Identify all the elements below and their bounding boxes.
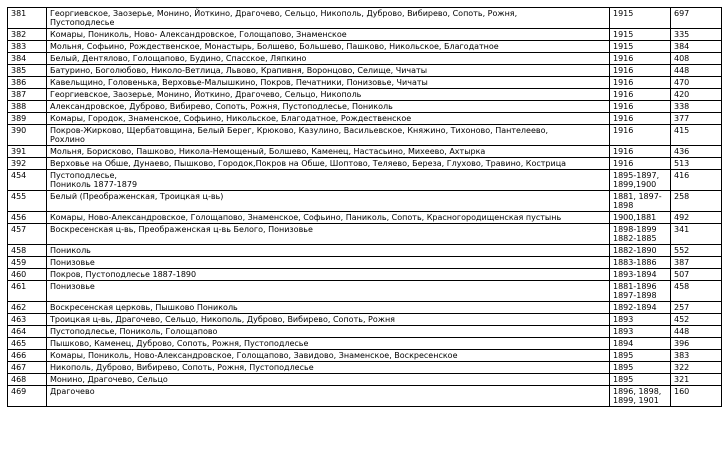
places-line: Георгиевское, Заозерье, Монино, Йоткино, Драгочево, Сельцо, Никополь <box>50 90 362 99</box>
record-number: 454 <box>8 170 47 191</box>
count-cell: 416 <box>671 170 722 191</box>
years-line: 1893 <box>613 327 634 336</box>
years-line: 1915 <box>613 42 634 51</box>
table-body <box>8 8 722 407</box>
count-cell: 338 <box>671 101 722 113</box>
table-row <box>8 191 722 212</box>
places-line: Никополь, Дуброво, Вибирево, Сопоть, Рожня, Пустоподлесье <box>50 363 314 372</box>
years-cell <box>610 41 671 53</box>
places-line: Мольня, Софьино, Рождественское, Монастырь, Болшево, Большево, Пашково, Никольское, Благодатное <box>50 42 499 51</box>
table-row <box>8 212 722 224</box>
record-number: 392 <box>8 158 47 170</box>
table-row <box>8 326 722 338</box>
count-cell: 420 <box>671 89 722 101</box>
record-number: 467 <box>8 362 47 374</box>
table-row <box>8 257 722 269</box>
table-row <box>8 29 722 41</box>
places-line: Комары, Городок, Знаменское, Софьино, Никольское, Благодатное, Рождественское <box>50 114 412 123</box>
places-line: Георгиевское, Заозерье, Монино, Йоткино, Драгочево, Сельцо, Никополь, Дуброво, Вибирево, Сопоть, Рожня, <box>50 9 518 18</box>
count-cell: 415 <box>671 125 722 146</box>
places-line: Пустоподлесье, <box>50 171 117 180</box>
count-cell: 384 <box>671 41 722 53</box>
years-cell <box>610 374 671 386</box>
record-number: 466 <box>8 350 47 362</box>
places-line: Драгочево <box>50 387 95 396</box>
years-line: 1895-1897, <box>613 171 660 180</box>
count-cell: 321 <box>671 374 722 386</box>
years-cell <box>610 257 671 269</box>
count-cell: 160 <box>671 386 722 407</box>
years-line: 1894 <box>613 339 634 348</box>
places-cell <box>47 314 610 326</box>
places-line: Покров-Жирково, Щербатовщина, Белый Берег, Крюково, Казулино, Васильевское, Княжино, Тихоново, Пантелеево, <box>50 126 549 135</box>
places-cell <box>47 386 610 407</box>
places-cell <box>47 362 610 374</box>
places-cell <box>47 113 610 125</box>
places-line: Пустоподлесье, Пониколь, Голощапово <box>50 327 218 336</box>
table-row <box>8 158 722 170</box>
count-cell: 448 <box>671 326 722 338</box>
table-row <box>8 281 722 302</box>
record-number: 460 <box>8 269 47 281</box>
years-cell <box>610 338 671 350</box>
table-row <box>8 125 722 146</box>
places-line: Понизовье <box>50 258 95 267</box>
years-line: 1897-1898 <box>613 291 657 300</box>
count-cell: 436 <box>671 146 722 158</box>
places-line: Мольня, Борисково, Пашково, Никола-Немощеный, Болшево, Каменец, Настасьино, Михеево, Ахтырка <box>50 147 486 156</box>
years-line: 1916 <box>613 102 634 111</box>
years-line: 1895 <box>613 351 634 360</box>
record-number: 459 <box>8 257 47 269</box>
years-line: 1916 <box>613 159 634 168</box>
record-number: 455 <box>8 191 47 212</box>
places-cell <box>47 41 610 53</box>
years-cell <box>610 326 671 338</box>
table-row <box>8 245 722 257</box>
years-cell <box>610 224 671 245</box>
years-line: 1893-1894 <box>613 270 657 279</box>
table-row <box>8 41 722 53</box>
places-cell <box>47 374 610 386</box>
record-number: 458 <box>8 245 47 257</box>
years-cell <box>610 113 671 125</box>
record-number: 461 <box>8 281 47 302</box>
register-table <box>7 7 722 407</box>
years-line: 1882-1885 <box>613 234 657 243</box>
places-cell <box>47 125 610 146</box>
years-cell <box>610 212 671 224</box>
years-cell <box>610 146 671 158</box>
count-cell: 383 <box>671 350 722 362</box>
table-row <box>8 65 722 77</box>
years-line: 1916 <box>613 114 634 123</box>
years-cell <box>610 65 671 77</box>
count-cell: 452 <box>671 314 722 326</box>
years-line: 1895 <box>613 363 634 372</box>
record-number: 382 <box>8 29 47 41</box>
years-line: 1896, 1898, <box>613 387 662 396</box>
count-cell: 458 <box>671 281 722 302</box>
record-number: 468 <box>8 374 47 386</box>
places-cell <box>47 350 610 362</box>
years-line: 1916 <box>613 147 634 156</box>
record-number: 387 <box>8 89 47 101</box>
table-row <box>8 338 722 350</box>
years-line: 1915 <box>613 30 634 39</box>
years-line: 1899, 1901 <box>613 396 659 405</box>
places-line: Верховье на Обше, Дунаево, Пышково, Городок,Покров на Обше, Шоптово, Теляево, Береза, Глухово, Травино, Кострица <box>50 159 567 168</box>
count-cell: 470 <box>671 77 722 89</box>
record-number: 384 <box>8 53 47 65</box>
places-cell <box>47 89 610 101</box>
places-cell <box>47 326 610 338</box>
table-row <box>8 8 722 29</box>
places-cell <box>47 170 610 191</box>
years-cell <box>610 158 671 170</box>
years-cell <box>610 101 671 113</box>
years-cell <box>610 386 671 407</box>
count-cell: 258 <box>671 191 722 212</box>
years-line: 1892-1894 <box>613 303 657 312</box>
years-cell <box>610 77 671 89</box>
record-number: 457 <box>8 224 47 245</box>
places-line: Троицкая ц-вь, Драгочево, Сельцо, Никополь, Дуброво, Вибирево, Сопоть, Рожня <box>50 315 395 324</box>
years-cell <box>610 281 671 302</box>
record-number: 469 <box>8 386 47 407</box>
years-line: 1916 <box>613 78 634 87</box>
places-cell <box>47 146 610 158</box>
record-number: 465 <box>8 338 47 350</box>
years-line: 1916 <box>613 90 634 99</box>
years-cell <box>610 8 671 29</box>
years-line: 1882-1890 <box>613 246 657 255</box>
places-line: Пышково, Каменец, Дуброво, Сопоть, Рожня, Пустоподлесье <box>50 339 309 348</box>
table-row <box>8 170 722 191</box>
places-line: Воскресенская ц-вь, Преображенская ц-вь Белого, Понизовье <box>50 225 313 234</box>
table-row <box>8 314 722 326</box>
years-cell <box>610 350 671 362</box>
table-row <box>8 113 722 125</box>
count-cell: 492 <box>671 212 722 224</box>
years-line: 1916 <box>613 54 634 63</box>
places-line: Белый (Преображенская, Троицкая ц-вь) <box>50 192 224 201</box>
record-number: 391 <box>8 146 47 158</box>
years-line: 1883-1886 <box>613 258 657 267</box>
places-cell <box>47 158 610 170</box>
places-line: Комары, Пониколь, Ново-Александровское, Голощапово, Завидово, Знаменское, Воскресенское <box>50 351 458 360</box>
years-line: 1881, 1897- <box>613 192 662 201</box>
table-row <box>8 269 722 281</box>
places-line: Понизовье <box>50 282 95 291</box>
count-cell: 448 <box>671 65 722 77</box>
years-line: 1916 <box>613 126 634 135</box>
count-cell: 552 <box>671 245 722 257</box>
count-cell: 513 <box>671 158 722 170</box>
record-number: 385 <box>8 65 47 77</box>
years-cell <box>610 314 671 326</box>
years-cell <box>610 302 671 314</box>
table-row <box>8 362 722 374</box>
record-number: 388 <box>8 101 47 113</box>
places-cell <box>47 257 610 269</box>
places-line: Пониколь 1877-1879 <box>50 180 138 189</box>
table-row <box>8 224 722 245</box>
years-line: 1916 <box>613 66 634 75</box>
places-cell <box>47 101 610 113</box>
years-line: 1893 <box>613 315 634 324</box>
years-cell <box>610 53 671 65</box>
table-row <box>8 386 722 407</box>
count-cell: 257 <box>671 302 722 314</box>
record-number: 464 <box>8 326 47 338</box>
table-row <box>8 374 722 386</box>
record-number: 456 <box>8 212 47 224</box>
places-line: Комары, Ново-Александровское, Голощапово, Знаменское, Софьино, Паниколь, Сопоть, Красногородищенская пустынь <box>50 213 562 222</box>
places-line: Александровское, Дуброво, Вибирево, Сопоть, Рожня, Пустоподлесье, Пониколь <box>50 102 393 111</box>
record-number: 386 <box>8 77 47 89</box>
table-row <box>8 101 722 113</box>
years-cell <box>610 245 671 257</box>
table-row <box>8 146 722 158</box>
places-cell <box>47 77 610 89</box>
record-number: 462 <box>8 302 47 314</box>
count-cell: 341 <box>671 224 722 245</box>
record-number: 389 <box>8 113 47 125</box>
count-cell: 322 <box>671 362 722 374</box>
places-line: Монино, Драгочево, Сельцо <box>50 375 168 384</box>
table-row <box>8 350 722 362</box>
places-line: Пустоподлесье <box>50 18 115 27</box>
years-cell <box>610 125 671 146</box>
years-cell <box>610 29 671 41</box>
years-line: 1895 <box>613 375 634 384</box>
places-line: Белый, Дентялово, Голощапово, Будино, Спасское, Ляпкино <box>50 54 307 63</box>
years-cell <box>610 191 671 212</box>
places-line: Кавельщино, Головенька, Верховье-Малышкино, Покров, Печатники, Понизовье, Чичаты <box>50 78 428 87</box>
record-number: 381 <box>8 8 47 29</box>
table-row <box>8 53 722 65</box>
count-cell: 697 <box>671 8 722 29</box>
places-line: Пониколь <box>50 246 91 255</box>
years-line: 1899,1900 <box>613 180 657 189</box>
places-cell <box>47 191 610 212</box>
places-cell <box>47 224 610 245</box>
places-cell <box>47 269 610 281</box>
places-line: Батурино, Боголюбово, Николо-Ветлица, Львово, Крапивня, Воронцово, Селище, Чичаты <box>50 66 428 75</box>
years-line: 1881-1896 <box>613 282 657 291</box>
places-cell <box>47 8 610 29</box>
places-cell <box>47 212 610 224</box>
places-line: Воскресенская церковь, Пышково Пониколь <box>50 303 238 312</box>
places-cell <box>47 245 610 257</box>
places-line: Комары, Пониколь, Ново- Александровское, Голощапово, Знаменское <box>50 30 347 39</box>
places-cell <box>47 65 610 77</box>
places-cell <box>47 29 610 41</box>
places-cell <box>47 302 610 314</box>
years-line: 1898-1899 <box>613 225 657 234</box>
places-cell <box>47 53 610 65</box>
places-line: Покров, Пустоподлесье 1887-1890 <box>50 270 197 279</box>
years-cell <box>610 89 671 101</box>
count-cell: 408 <box>671 53 722 65</box>
places-line: Рохлино <box>50 135 85 144</box>
count-cell: 335 <box>671 29 722 41</box>
years-line: 1900,1881 <box>613 213 657 222</box>
years-cell <box>610 269 671 281</box>
count-cell: 396 <box>671 338 722 350</box>
count-cell: 377 <box>671 113 722 125</box>
table-row <box>8 302 722 314</box>
record-number: 463 <box>8 314 47 326</box>
record-number: 383 <box>8 41 47 53</box>
years-cell <box>610 170 671 191</box>
table-row <box>8 89 722 101</box>
years-line: 1915 <box>613 9 634 18</box>
years-line: 1898 <box>613 201 634 210</box>
places-cell <box>47 281 610 302</box>
count-cell: 507 <box>671 269 722 281</box>
places-cell <box>47 338 610 350</box>
table-row <box>8 77 722 89</box>
count-cell: 387 <box>671 257 722 269</box>
record-number: 390 <box>8 125 47 146</box>
years-cell <box>610 362 671 374</box>
